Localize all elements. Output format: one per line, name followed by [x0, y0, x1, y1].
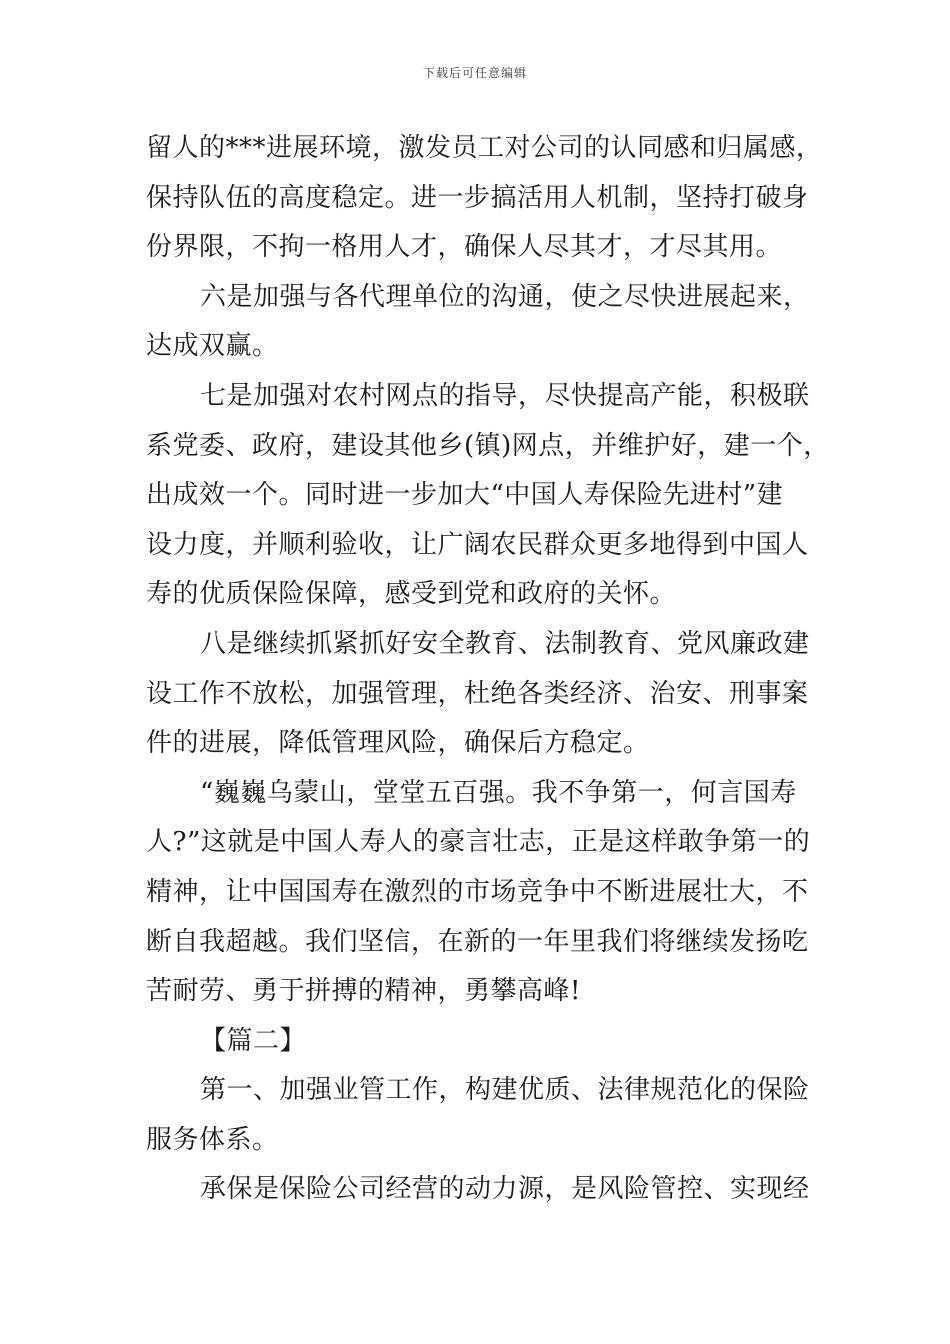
text-line: 七是加强对农村网点的指导，尽快提高产能，积极联 [200, 380, 810, 411]
text-line: 件的进展，降低管理风险，确保后方稳定。 [146, 728, 650, 759]
text-line: 第一、加强业管工作，构建优质、法律规范化的保险 [200, 1075, 810, 1106]
text-line: 份界限，不拘一格用人才，确保人尽其才，才尽其用。 [146, 232, 783, 263]
text-line: 人?”这就是中国人寿人的豪言壮志，正是这样敢争第一的 [146, 827, 811, 858]
text-line: 设力度，并顺利验收，让广阔农民群众更多地得到中国人 [146, 529, 809, 560]
text-line: “巍巍乌蒙山，堂堂五百强。我不争第一，何言国寿 [200, 777, 797, 808]
text-line: 系党委、政府，建设其他乡(镇)网点，并维护好，建一个， [146, 430, 830, 461]
text-line: 设工作不放松，加强管理，杜绝各类经济、治安、刑事案 [146, 678, 809, 709]
text-line: 六是加强与各代理单位的沟通，使之尽快进展起来， [200, 281, 810, 312]
text-line: 承保是保险公司经营的动力源，是风险管控、实现经 [200, 1174, 810, 1205]
text-line: 达成双赢。 [146, 331, 279, 362]
text-line: 出成效一个。同时进一步加大“中国人寿保险先进村”建 [146, 480, 784, 511]
document-body [146, 124, 836, 1215]
text-line: 留人的***进展环境，激发员工对公司的认同感和归属感， [146, 133, 823, 163]
section-heading: 【篇二】 [200, 1025, 307, 1056]
text-line: 服务体系。 [146, 1124, 279, 1155]
text-line: 寿的优质保险保障，感受到党和政府的关怀。 [146, 579, 677, 610]
text-line: 八是继续抓紧抓好安全教育、法制教育、党风廉政建 [200, 628, 810, 659]
text-line: 断自我超越。我们坚信，在新的一年里我们将继续发扬吃 [146, 926, 809, 957]
text-line: 保持队伍的高度稳定。进一步搞活用人机制，坚持打破身 [146, 182, 809, 213]
text-line: 苦耐劳、勇于拼搏的精神，勇攀高峰! [146, 976, 581, 1007]
text-line: 精神，让中国国寿在激烈的市场竞争中不断进展壮大，不 [146, 876, 809, 907]
page-header: 下载后可任意编辑 [422, 66, 527, 80]
